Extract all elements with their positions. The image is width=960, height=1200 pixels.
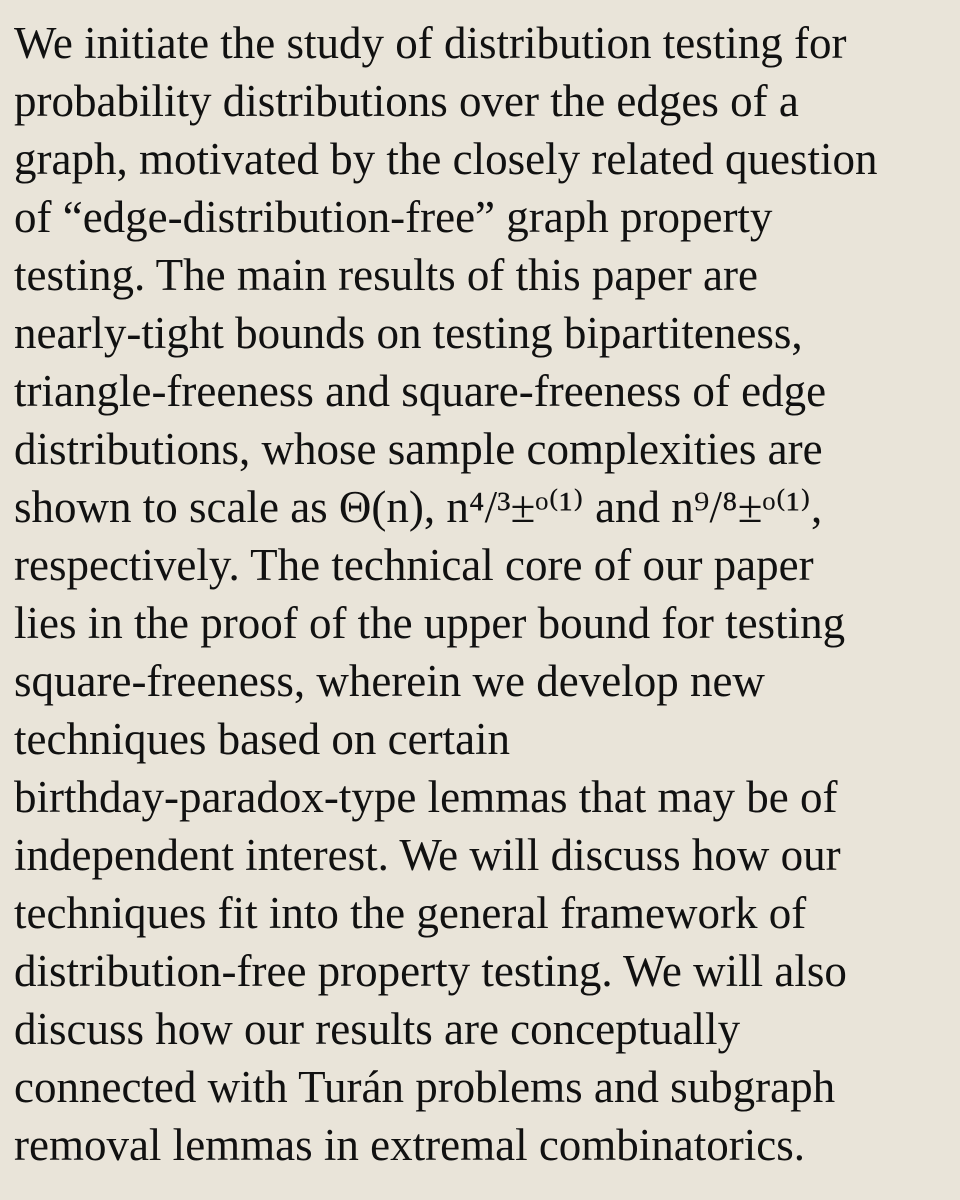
abstract-line: shown to scale as Θ(n), n⁴/³±ᵒ⁽¹⁾ and n⁹/⁸±ᵒ⁽¹⁾, <box>14 482 823 532</box>
abstract-line: of “edge-distribution-free” graph property <box>14 192 773 242</box>
abstract-line: discuss how our results are conceptually <box>14 1004 741 1054</box>
abstract-line: techniques based on certain <box>14 714 511 764</box>
abstract-line: We initiate the study of distribution testing for <box>14 18 847 68</box>
abstract-line: square-freeness, wherein we develop new <box>14 656 765 706</box>
abstract-line: triangle-freeness and square-freeness of edge <box>14 366 827 416</box>
abstract-line: probability distributions over the edges of a <box>14 76 799 126</box>
abstract-line: techniques fit into the general framework of <box>14 888 807 938</box>
abstract-line: distribution-free property testing. We will also <box>14 946 847 996</box>
abstract-line: testing. The main results of this paper are <box>14 250 758 300</box>
abstract-line: lies in the proof of the upper bound for testing <box>14 598 846 648</box>
abstract-paragraph <box>14 14 949 1174</box>
abstract-line: independent interest. We will discuss how our <box>14 830 841 880</box>
abstract-line: birthday-paradox-type lemmas that may be of <box>14 772 838 822</box>
abstract-line: nearly-tight bounds on testing bipartiteness, <box>14 308 803 358</box>
abstract-line: distributions, whose sample complexities are <box>14 424 823 474</box>
abstract-line: graph, motivated by the closely related question <box>14 134 878 184</box>
abstract-line: removal lemmas in extremal combinatorics. <box>14 1120 805 1170</box>
abstract-line: connected with Turán problems and subgraph <box>14 1062 836 1112</box>
abstract-line: respectively. The technical core of our paper <box>14 540 814 590</box>
